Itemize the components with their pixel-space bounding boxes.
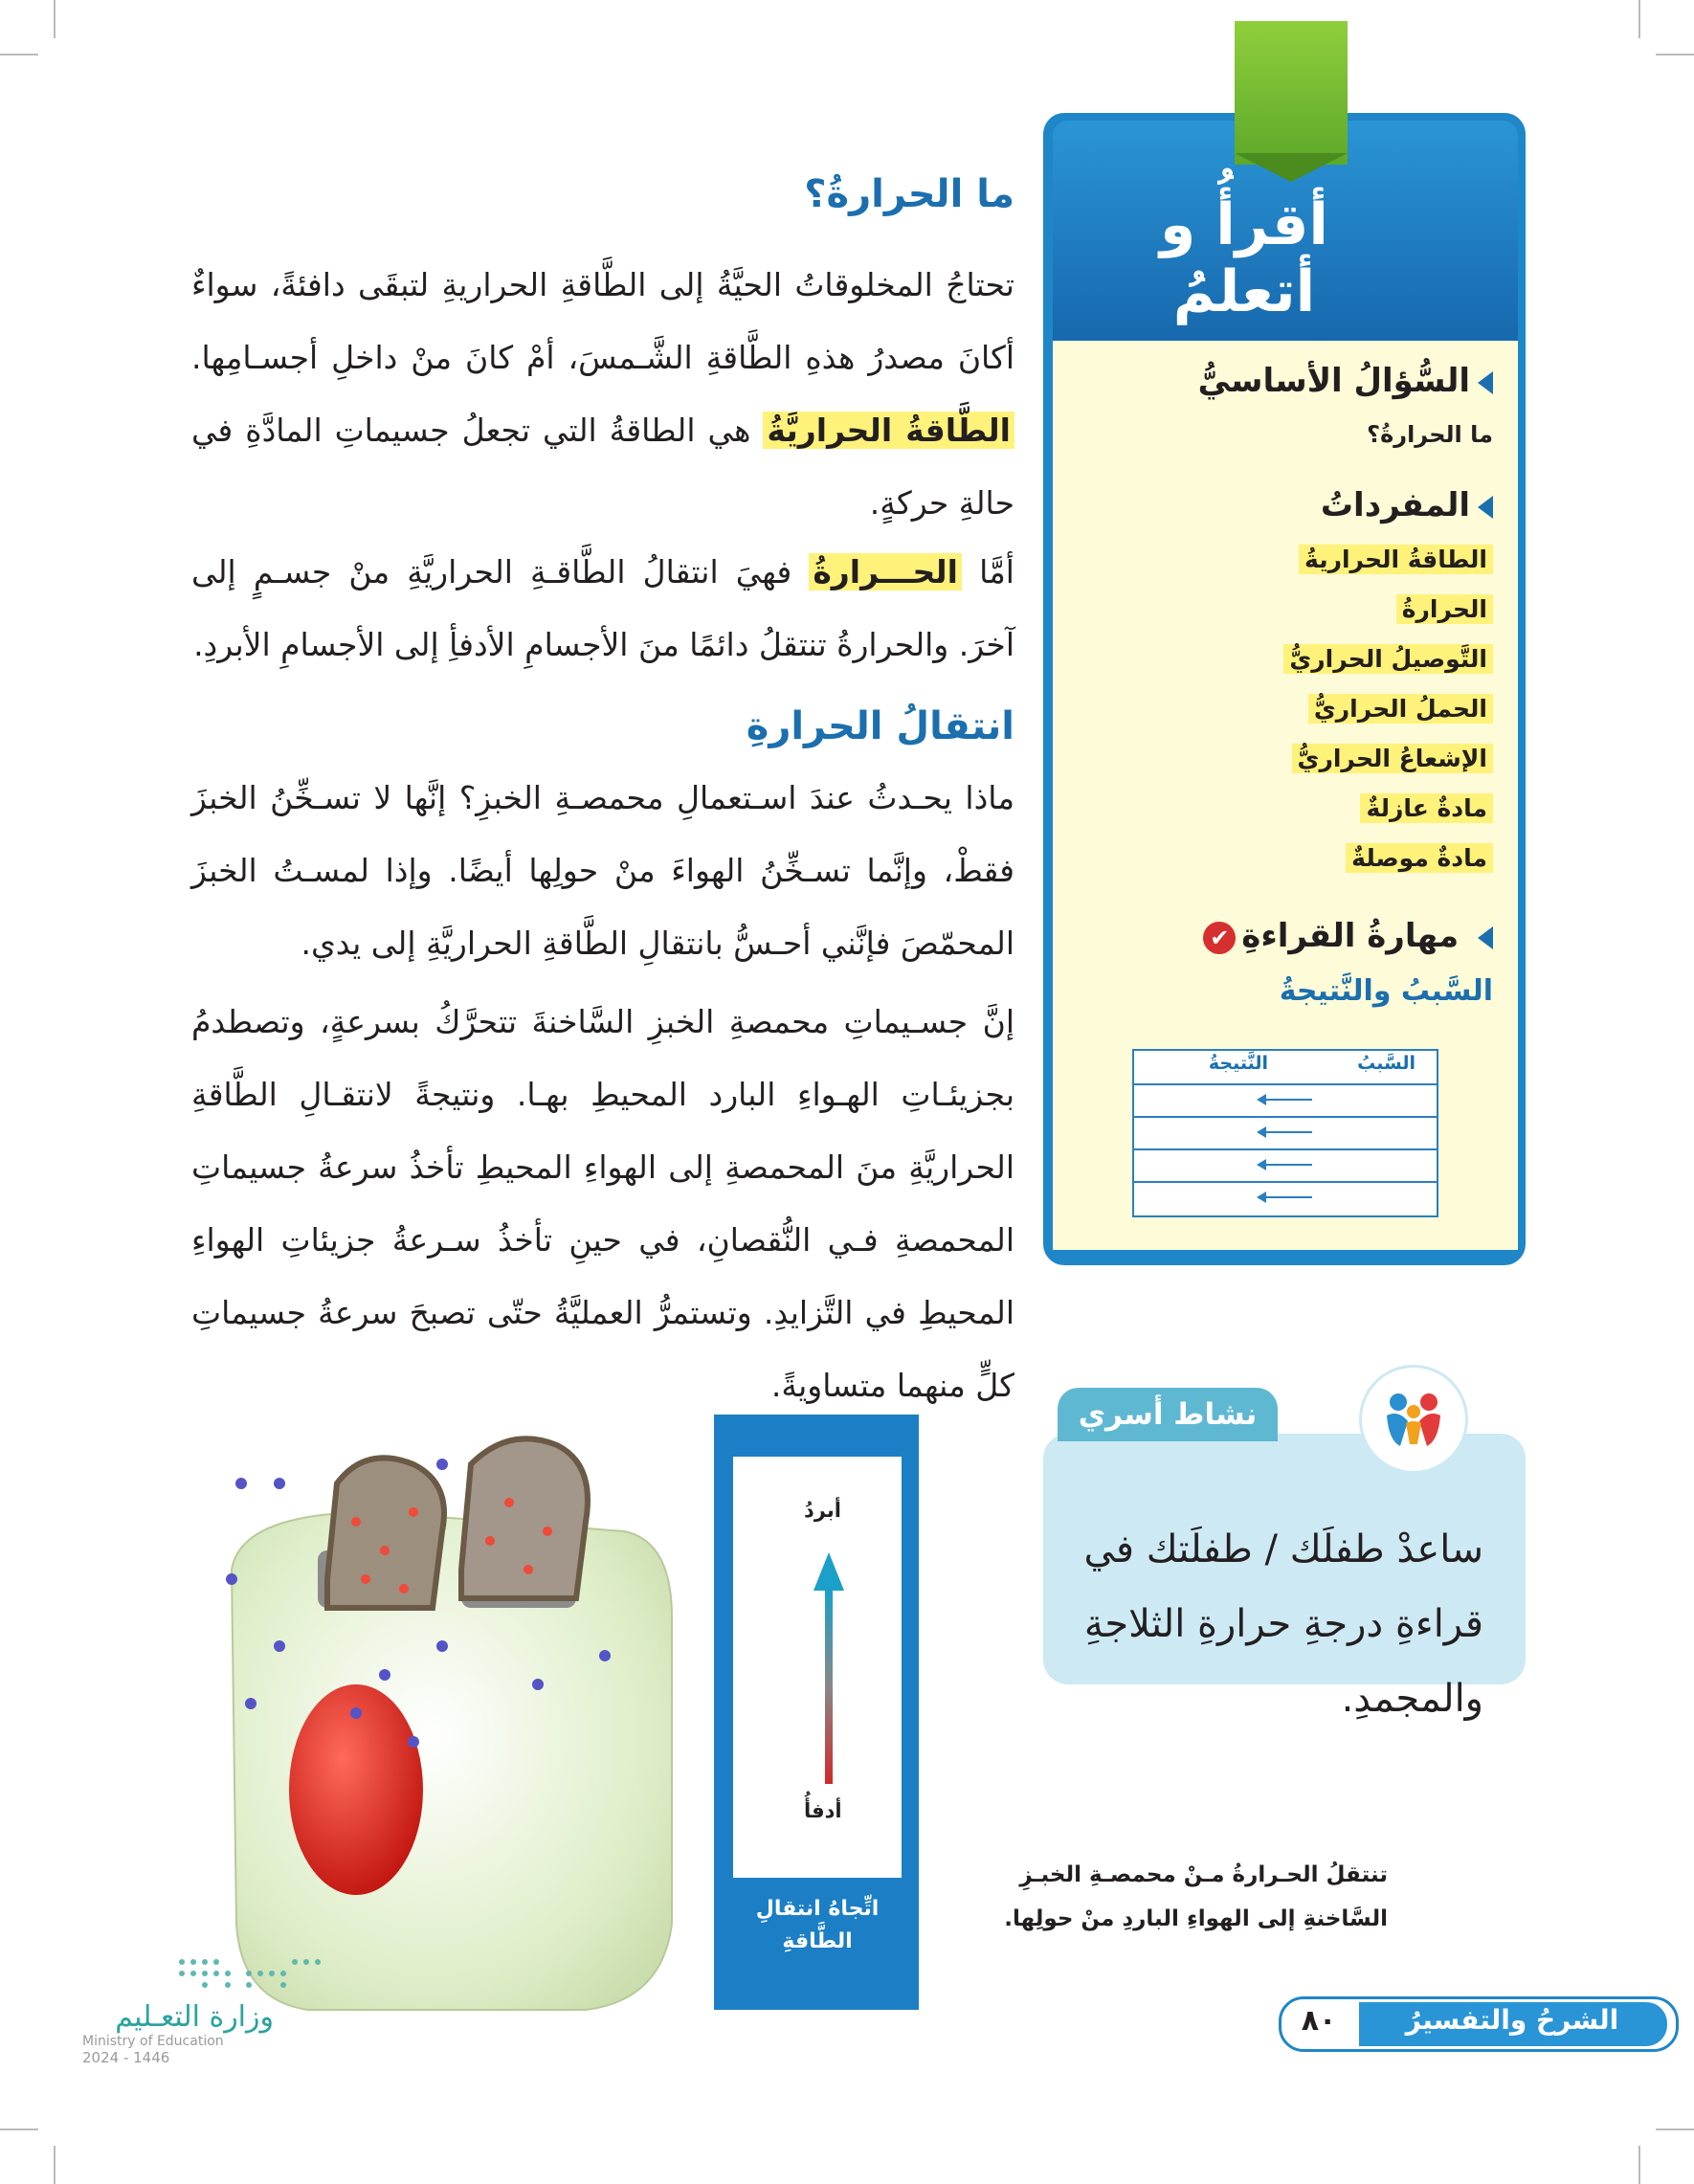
table-row	[1134, 1083, 1437, 1116]
scale-label-warmer: أدفأُ	[804, 1799, 842, 1822]
section-heading-what-is-heat: ما الحرارةُ؟	[804, 172, 1014, 216]
crop-mark	[1638, 0, 1640, 38]
crop-mark	[1656, 54, 1694, 56]
ministry-name-ar: وزارة التعـليم	[115, 2000, 274, 2034]
family-icon	[1359, 1365, 1468, 1474]
paragraph-heat-start: أمَّا	[979, 553, 1014, 591]
bread-slice	[461, 1438, 588, 1598]
crop-mark	[1656, 2128, 1694, 2130]
table-row	[1134, 1148, 1437, 1181]
ministry-branding	[82, 2000, 274, 2066]
term-thermal-energy: الطَّاقةُ الحراريَّةُ	[763, 412, 1014, 449]
crop-mark	[54, 0, 56, 38]
temperature-gradient-bar	[825, 1589, 833, 1784]
vocab-item	[1360, 794, 1493, 822]
cause-effect-table	[1132, 1049, 1438, 1217]
reading-skill-heading	[1203, 917, 1493, 955]
vocab-item-label: مادةٌ عازلةٌ	[1360, 793, 1493, 823]
left-arrow-icon	[1259, 1099, 1312, 1101]
paragraph-heat-definition	[191, 536, 1014, 681]
paragraph-intro	[191, 249, 1014, 540]
table-row	[1134, 1181, 1437, 1214]
ministry-logo	[172, 1952, 345, 2000]
essential-question-text: ما الحرارةُ؟	[1367, 421, 1493, 448]
bookmark-ribbon	[1235, 21, 1348, 165]
vocab-item	[1308, 695, 1493, 723]
vocab-item-label: الإشعاعُ الحراريُّ	[1292, 744, 1493, 773]
table-header-effect: النَّتيجةُ	[1208, 1053, 1268, 1074]
vocab-item	[1346, 844, 1493, 872]
term-heat: الحـــرارةُ	[809, 553, 962, 591]
vocab-item	[1292, 745, 1493, 772]
ministry-name-en: Ministry of Education	[82, 2034, 224, 2049]
up-arrow-icon	[814, 1552, 844, 1591]
energy-direction-label: اتِّجاهُ انتقالِ الطَّاقةِ	[755, 1897, 880, 1953]
figure-caption: تنتقلُ الحـرارةُ مـنْ محمصـةِ الخبـزِ السَّاخنةِ إلى الهواءِ الباردِ منْ حولِها.	[1004, 1862, 1388, 1931]
vocab-item-label: مادةٌ موصلةٌ	[1346, 843, 1493, 873]
vocab-item-label: الحملُ الحراريُّ	[1308, 694, 1493, 724]
table-header-cause: السَّببُ	[1357, 1053, 1415, 1074]
vocab-item	[1283, 645, 1493, 673]
checkmark-icon: ✔	[1203, 922, 1236, 954]
crop-mark	[0, 2128, 38, 2130]
bread-slice	[327, 1458, 444, 1608]
paragraph-intro-text: تحتاجُ المخلوقاتُ الحيَّةُ إلى الطَّاقةِ الحراريةِ لتبقَى دافئةً، سواءٌ أكانَ مصدرُ هذهِ الطَّاقةِ الشَّـمسَ، أمْ كانَ منْ داخلِ أجسـامِها.	[191, 266, 1014, 376]
toaster-illustration	[222, 1426, 681, 2019]
vocab-item	[1396, 595, 1493, 623]
paragraph-toaster: ماذا يحـدثُ عندَ اسـتعمالِ محمصـةِ الخبزِ؟ إنَّها لا تسـخِّنُ الخبزَ فقطْ، وإنَّما تسـخِّنُ الهواءَ منْ حولِها أيضًا. وإذا لمسـتُ الخبزَ المحمّصَ فإنَّني أحـسُّ بانتقالِ الطَّاقةِ الحراريَّةِ إلى يدي.	[191, 779, 1014, 962]
section-heading-heat-transfer: انتقالُ الحرارةِ	[746, 704, 1014, 748]
reading-skill-subtitle: السَّببُ والنَّتيجةُ	[1279, 974, 1493, 1008]
left-arrow-icon	[1259, 1164, 1312, 1166]
vocab-item-label: الحرارةُ	[1396, 594, 1493, 624]
family-activity-tab: نشاط أسري	[1058, 1388, 1278, 1441]
card-title: أقرأُ و أتعلمُ	[1160, 191, 1328, 325]
family-activity-text: ساعدْ طفلَك / طفلَتك في قراءةِ درجةِ حرارةِ الثلاجةِ والمجمدِ.	[1083, 1527, 1483, 1721]
table-row	[1134, 1116, 1437, 1148]
scale-label-colder: أبردُ	[804, 1499, 841, 1522]
edition-year: 2024 - 1446	[82, 2049, 170, 2066]
vocab-item	[1299, 546, 1493, 573]
crop-mark	[54, 2146, 56, 2184]
vocabulary-heading: المفرداتُ	[1321, 486, 1493, 524]
footer-section-label: الشرحُ والتفسيرُ	[1405, 2004, 1619, 2036]
paragraph-heat-rest: فهيَ انتقالُ الطَّاقـةِ الحراريَّةِ منْ جسـمٍ إلى آخرَ. والحرارةُ تنتقلُ دائمًا منَ الأجسامِ الأدفأِ إلى الأجسامِ الأبردِ.	[191, 553, 1014, 663]
reading-skill-label: مهارةُ القراءةِ	[1241, 917, 1460, 955]
crop-mark	[1638, 2146, 1640, 2184]
vocab-item-label: التَّوصيلُ الحراريُّ	[1283, 644, 1493, 674]
crop-mark	[0, 54, 38, 56]
paragraph-particles: إنَّ جسـيماتِ محمصةِ الخبزِ السَّاخنةَ تتحرَّكُ بسرعةٍ، وتصطدمُ بجزيئـاتِ الهـواءِ البارد المحيطِ بهـا. ونتيجةً لانتقـالِ الطَّاقةِ الحراريَّةِ منَ المحمصةِ إلى الهواءِ المحيطِ تأخذُ سرعةُ جسيماتِ المحمصةِ فـي النُّقصانِ، في حينِ تأخذُ سـرعةُ جزيئاتِ الهواءِ المحيطِ في التَّزايدِ. وتستمرُّ العمليَّةُ حتّى تصبحَ سرعةُ جسيماتِ كلٍّ منهما متساويةً.	[191, 1003, 1014, 1404]
essential-question-heading: السُّؤالُ الأساسيُّ	[1198, 362, 1493, 400]
vocab-item-label: الطاقةُ الحراريةُ	[1299, 545, 1493, 574]
paragraph-intro-rest: هي الطاقةُ التي تجعلُ جسيماتِ المادَّةِ في حالةِ حركةٍ.	[191, 412, 1014, 522]
left-arrow-icon	[1259, 1196, 1312, 1198]
family-icon-graphic	[1362, 1368, 1465, 1471]
page-number: ٨٠	[1301, 2004, 1337, 2038]
left-arrow-icon	[1259, 1131, 1312, 1133]
